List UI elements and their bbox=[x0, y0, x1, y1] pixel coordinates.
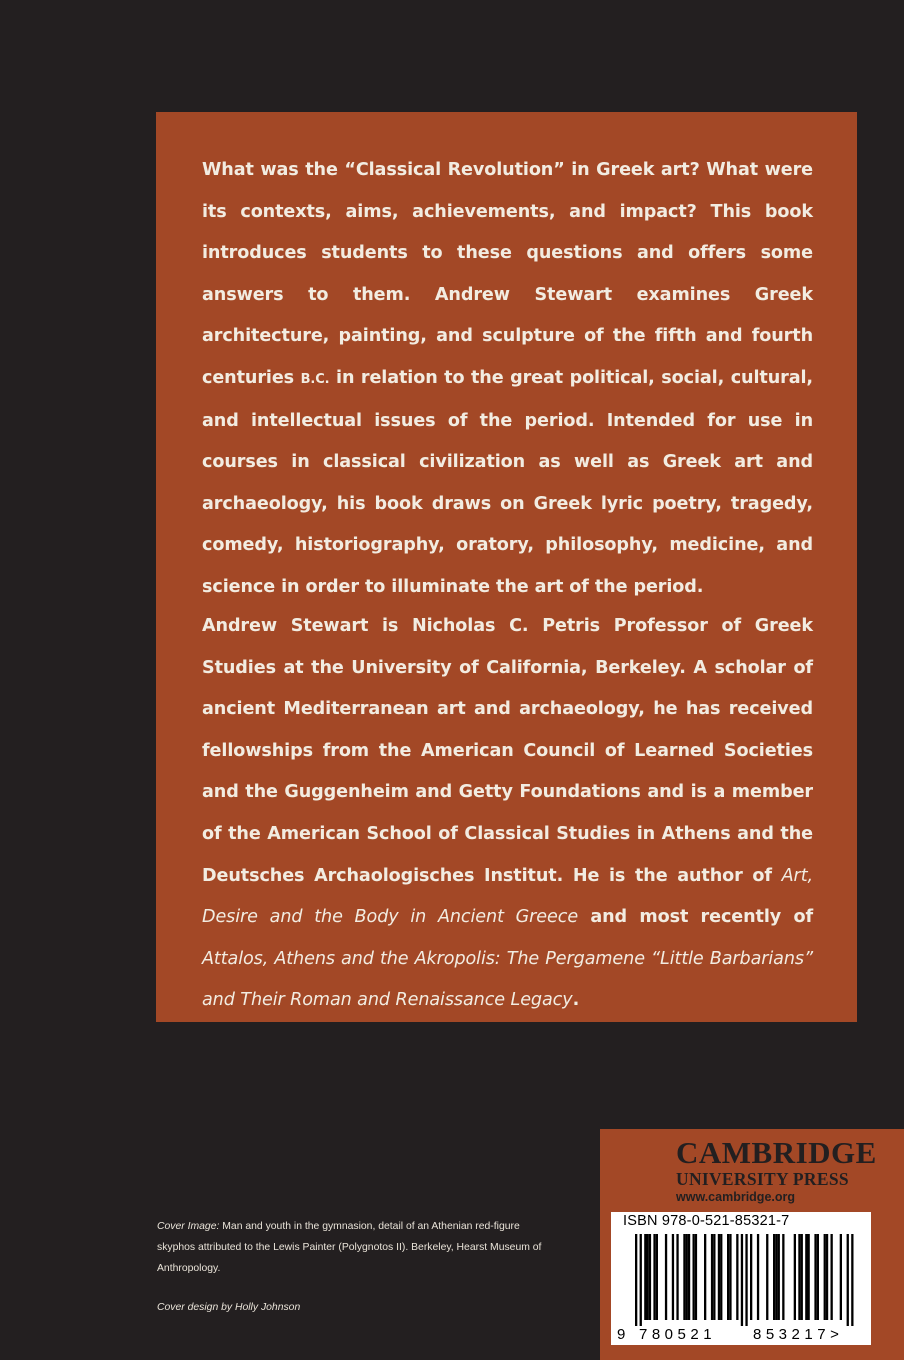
barcode-bar bbox=[644, 1234, 646, 1320]
barcode-bar bbox=[805, 1234, 807, 1320]
barcode-bar bbox=[801, 1234, 803, 1320]
barcode-bar bbox=[766, 1234, 768, 1320]
barcode-bar bbox=[814, 1234, 816, 1320]
barcode-right-digits bbox=[753, 1326, 843, 1343]
bio-end: . bbox=[572, 990, 580, 1011]
barcode-bar bbox=[688, 1234, 690, 1320]
barcode-bar bbox=[773, 1234, 775, 1320]
barcode-bar bbox=[713, 1234, 715, 1320]
book-title-2: Attalos, Athens and the Akropolis: The Pergamene “Little Barbarians” and Their Roman and Renaissance Legacy bbox=[202, 948, 813, 1011]
author-bio-text: Andrew Stewart is Nicholas C. Petris Professor of Greek Studies at the University of California, Berkeley. A scholar of ancient Mediterranean art and archaeology, he has received fellowships from the American Council of Learned Societies and the Guggenheim and Getty Foundations and is a member of the American School of Classical Studies in Athens and the Deutsches Archaologisches Institut. He is the author of bbox=[202, 616, 813, 886]
barcode-bar bbox=[851, 1234, 853, 1326]
barcode-end-mark: > bbox=[830, 1326, 844, 1343]
barcode-bar bbox=[672, 1234, 674, 1320]
barcode-bar bbox=[727, 1234, 729, 1320]
publisher-press: UNIVERSITY PRESS bbox=[676, 1169, 849, 1189]
barcode-bar bbox=[718, 1234, 720, 1320]
barcode-bar bbox=[720, 1234, 722, 1320]
barcode-bar bbox=[817, 1234, 819, 1320]
era-abbreviation: B.C. bbox=[300, 371, 330, 387]
barcode-bar bbox=[775, 1234, 777, 1320]
cover-design-text: Cover design by Holly Johnson bbox=[157, 1302, 301, 1313]
barcode-bar bbox=[824, 1234, 826, 1320]
barcode-bar bbox=[635, 1234, 637, 1326]
barcode-bar bbox=[782, 1234, 784, 1320]
bio-connector: and most recently of bbox=[578, 907, 814, 928]
barcode-bar bbox=[656, 1234, 658, 1320]
barcode-bar bbox=[736, 1234, 738, 1320]
barcode-bar bbox=[826, 1234, 828, 1320]
book-description bbox=[202, 150, 813, 609]
barcode-right-digits-text: 853217 bbox=[753, 1326, 831, 1343]
barcode-bar bbox=[794, 1234, 796, 1320]
barcode-bar bbox=[729, 1234, 731, 1320]
description-panel bbox=[156, 112, 857, 1022]
barcode-bar bbox=[665, 1234, 667, 1320]
description-text-part2: in relation to the great political, social, cultural, and intellectual issues of the period. Intended for use in courses in classical civilization as well as Greek art and archaeology, his book draws on Greek lyric poetry, tragedy, comedy, historiography, oratory, philosophy, medicine, and science in order to illuminate the art of the period. bbox=[202, 367, 813, 597]
book-title-1: Art, Desire and the Body in Ancient Greece bbox=[202, 865, 813, 928]
barcode-left-digits: 780521 bbox=[639, 1326, 717, 1343]
barcode-bars bbox=[611, 1234, 871, 1326]
isbn-label: ISBN 978-0-521-85321-7 bbox=[623, 1213, 790, 1229]
barcode-bar bbox=[686, 1234, 688, 1320]
description-text-part1: What was the “Classical Revolution” in Greek art? What were its contexts, aims, achievements, and impact? This book introduces students to these questions and offers some answers to them. Andrew Stewart examines Greek architecture, painting, and sculpture of the fifth and fourth centuries bbox=[202, 160, 813, 388]
barcode-bar bbox=[757, 1234, 759, 1320]
cover-design-credit bbox=[157, 1297, 557, 1318]
barcode-bar bbox=[847, 1234, 849, 1326]
author-bio bbox=[202, 606, 813, 1022]
barcode-bar bbox=[676, 1234, 678, 1320]
isbn-barcode bbox=[611, 1212, 871, 1345]
barcode-bar bbox=[695, 1234, 697, 1320]
barcode-bar bbox=[831, 1234, 833, 1320]
barcode-bar bbox=[704, 1234, 706, 1320]
barcode-bar bbox=[741, 1234, 743, 1326]
barcode-bar bbox=[653, 1234, 655, 1320]
barcode-bar bbox=[808, 1234, 810, 1320]
publisher-name: CAMBRIDGE bbox=[676, 1135, 877, 1170]
barcode-bar bbox=[778, 1234, 780, 1320]
barcode-bar bbox=[640, 1234, 642, 1326]
barcode-bar bbox=[649, 1234, 651, 1320]
barcode-bar bbox=[693, 1234, 695, 1320]
barcode-first-digit: 9 bbox=[617, 1326, 626, 1343]
barcode-bar bbox=[840, 1234, 842, 1320]
publisher-url: www.cambridge.org bbox=[676, 1190, 796, 1204]
cover-image-label: Cover Image: bbox=[157, 1221, 220, 1232]
barcode-bar bbox=[647, 1234, 649, 1320]
cover-image-credit bbox=[157, 1216, 557, 1279]
barcode-bar bbox=[711, 1234, 713, 1320]
barcode-bar bbox=[683, 1234, 685, 1320]
barcode-bar bbox=[745, 1234, 747, 1326]
cover-credits bbox=[157, 1216, 557, 1318]
barcode-bar bbox=[798, 1234, 800, 1320]
barcode-bar bbox=[750, 1234, 752, 1320]
cover-image-text: Man and youth in the gymnasion, detail of an Athenian red-figure skyphos attributed to the Lewis Painter (Polygnotos II). Berkeley, Hearst Museum of Anthropology. bbox=[157, 1221, 542, 1274]
